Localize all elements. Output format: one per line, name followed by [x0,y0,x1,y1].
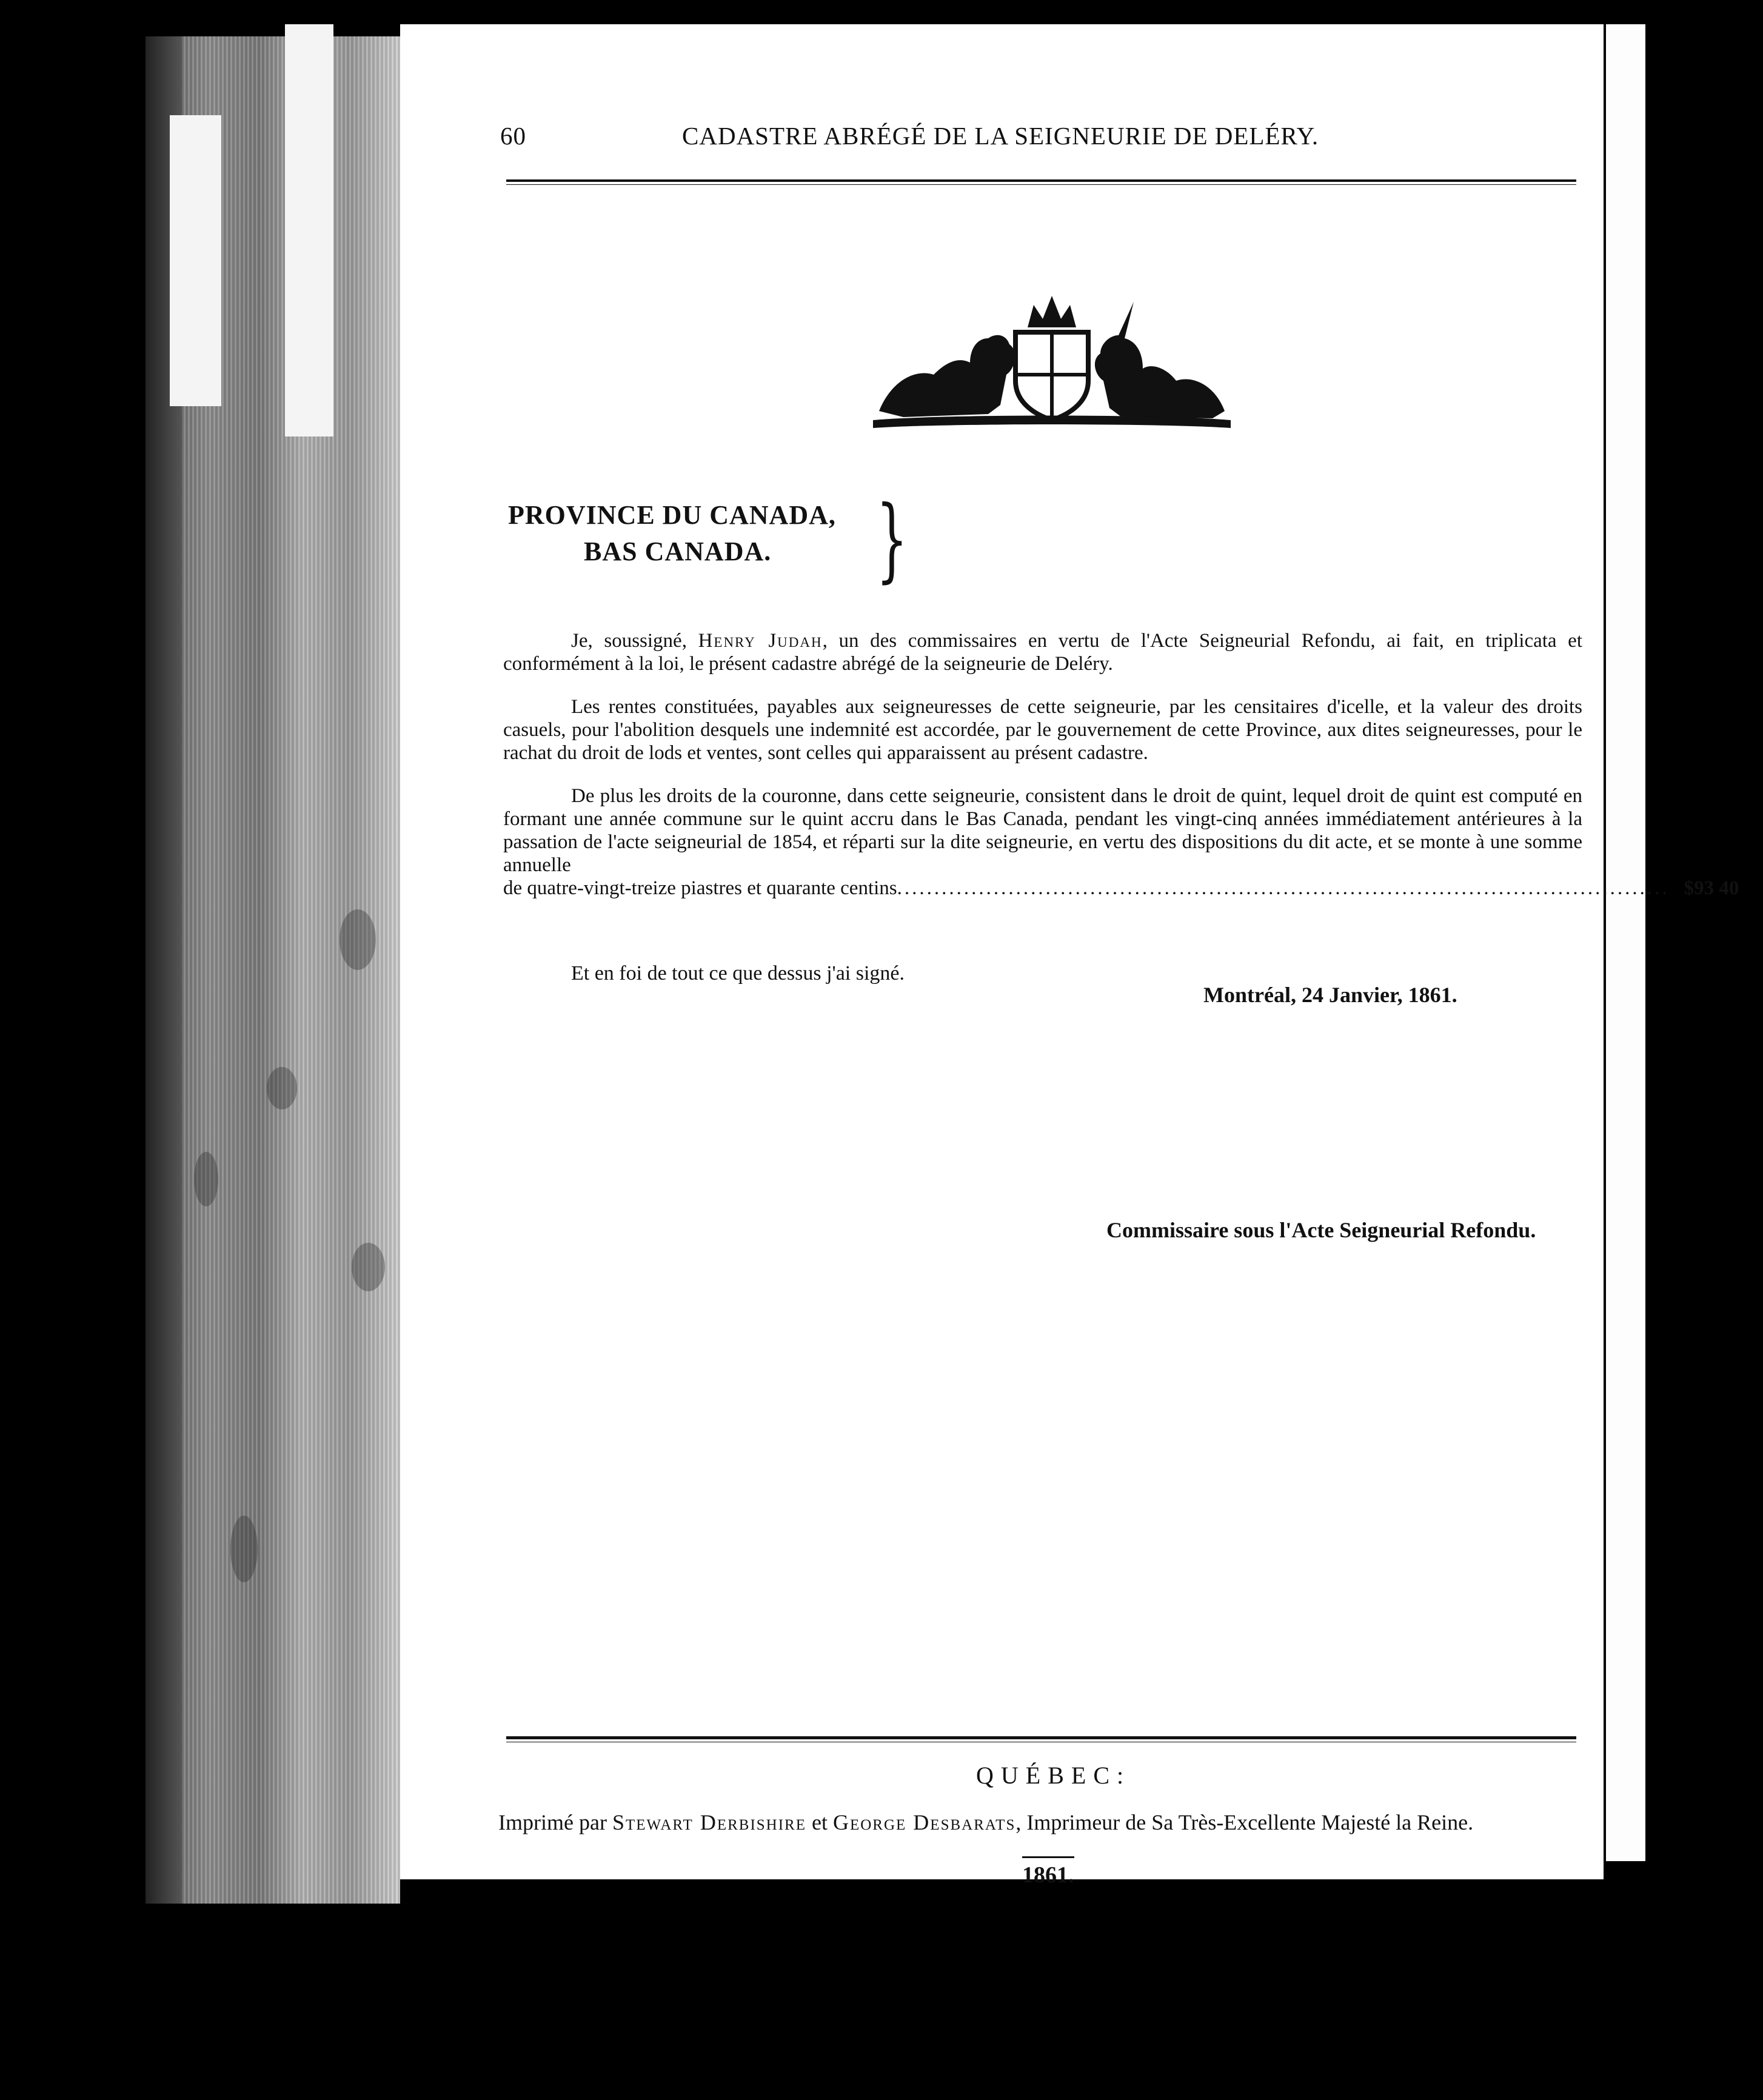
amount-description: de quatre-vingt-treize piastres et quarante centins [503,877,897,899]
paragraph-rents: Les rentes constituées, payables aux seigneuresses de cette seigneurie, par les censitaires d'icelle, et la valeur des droits casuels, pour l'abolition desquels une indemnité est accordée, par le gouvernement de cette Province, aux dites seigneuresses, pour le rachat du droit de lods et ventes, sont celles qui apparaissent au présent cadastre. [503,696,1582,764]
paragraph-crown-rights: De plus les droits de la couronne, dans cette seigneurie, consistent dans le droit de quint, lequel droit de quint est computé en formant une année commune sur le quint accru dans le Bas Canada, pendant les vingt-cinq années immédiatement antérieures à la passation de l'acte seigneurial de 1854, et réparti sur la dite seigneurie, en vertu des dispositions du dit acte, et se monte à une somme annuelle [503,785,1582,876]
printer-name: George Desbarats [832,1810,1016,1834]
amount-line [503,877,1739,900]
printer-name: Stewart Derbishire [612,1810,806,1834]
imprint-printers: Imprimé par Stewart Derbishire et George Desbarats, Imprimeur de Sa Très-Excellente Majesté la Reine. [498,1810,1474,1834]
leader-dots: ........................................................................................................ [897,877,1670,899]
page-tab [285,24,333,436]
attestation-line: Et en foi de tout ce que dessus j'ai signé. [571,962,905,985]
running-head-title: CADASTRE ABRÉGÉ DE LA SEIGNEURIE DE DELÉRY. [682,122,1319,150]
page-stain [267,1067,297,1109]
commissioner-name: Henry Judah [698,630,823,652]
imprint-city: QUÉBEC: [976,1762,1131,1789]
lower-canada-line: BAS CANADA. [584,537,772,566]
paragraph-declaration: Je, soussigné, Henry Judah, un des commissaires en vertu de l'Acte Seigneurial Refondu, ai fait, en triplicata et conformément à la loi, le présent cadastre abrégé de la seigneurie de Deléry. [503,630,1582,675]
document-body [503,629,1739,900]
page-stain [230,1516,258,1582]
page-tab [170,115,221,406]
next-page-edge [1604,24,1645,1861]
footer-rule [506,1736,1576,1739]
province-heading [508,497,836,570]
quint-amount: $93 40 [1684,877,1739,899]
page-stain [352,1243,385,1291]
page-stain [340,909,376,970]
header-rule-thin [506,184,1576,185]
curly-brace-icon: } [876,487,908,592]
page-stain [194,1152,218,1206]
signature-title: Commissaire sous l'Acte Seigneurial Refondu. [1106,1218,1536,1242]
dateline: Montréal, 24 Janvier, 1861. [1203,983,1457,1007]
imprint-year: 1861. [1022,1856,1074,1888]
royal-coat-of-arms-icon [867,290,1237,429]
header-rule [506,179,1576,182]
page-number: 60 [500,122,526,150]
province-line: PROVINCE DU CANADA, [508,500,836,530]
